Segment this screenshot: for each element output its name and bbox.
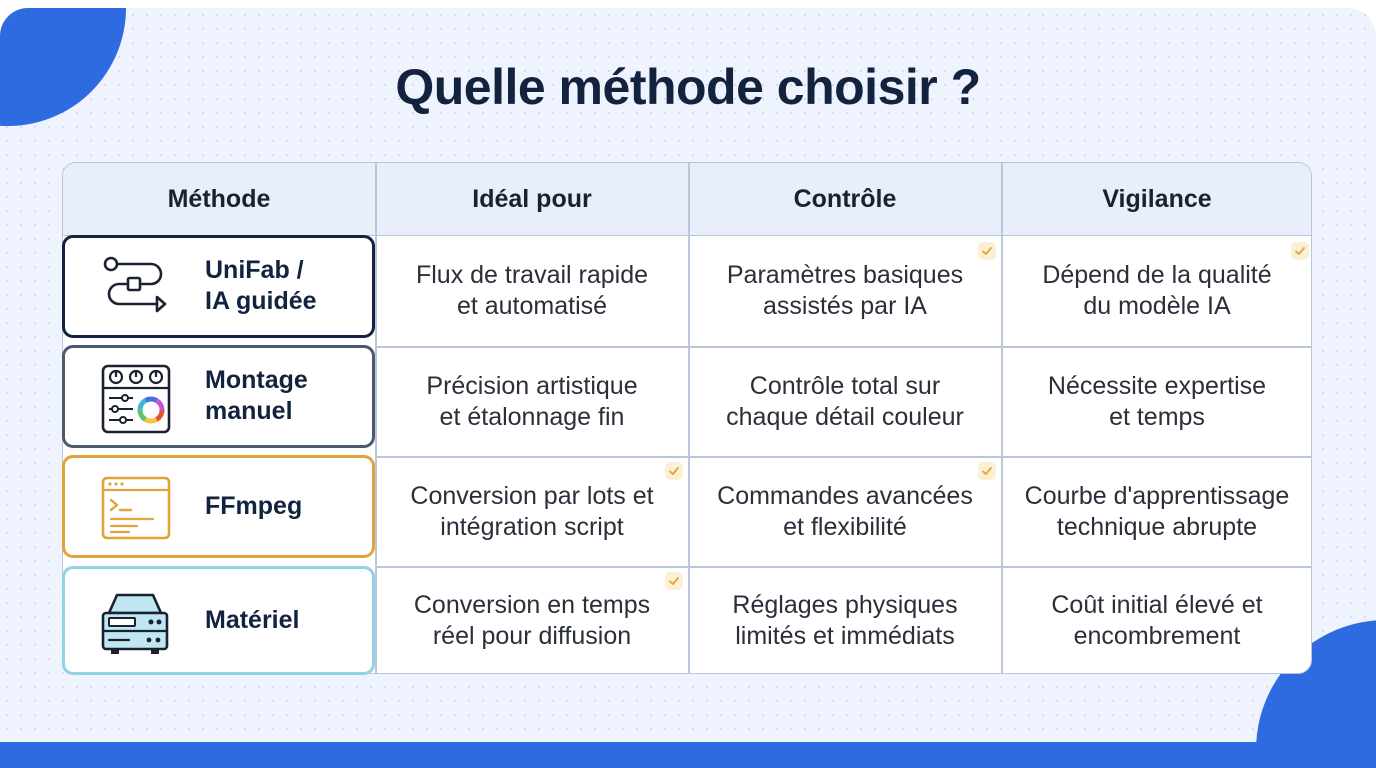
header-vigilance: Vigilance [1102,184,1212,213]
method-label: Montage manuel [205,366,308,425]
cell-controle-ffmpeg: Commandes avancées et flexibilité [717,481,973,541]
check-icon [1291,242,1309,260]
check-icon [665,572,683,590]
header-methode: Méthode [167,184,271,213]
method-card-materiel [62,566,375,675]
cell-controle-montage: Contrôle total sur chaque détail couleur [726,371,964,431]
terminal-icon [99,472,171,544]
cell-vigilance-unifab: Dépend de la qualité du modèle IA [1042,261,1272,320]
method-card-ffmpeg [62,455,375,558]
header-controle: Contrôle [793,184,897,213]
header-ideal-pour: Idéal pour [472,184,592,213]
method-card-montage-manuel [62,345,375,448]
check-icon [665,462,683,480]
method-label: Matériel [205,605,300,634]
cell-ideal-unifab: Flux de travail rapide et automatisé [415,261,649,320]
color-grading-console-icon [99,362,171,434]
cell-vigilance-ffmpeg: Courbe d'apprentissage technique abrupte [1024,481,1290,541]
cell-ideal-montage: Précision artistique et étalonnage fin [426,371,638,431]
hardware-device-icon [99,587,171,659]
cell-vigilance-materiel: Coût initial élevé et encombrement [1051,591,1263,650]
check-icon [978,462,996,480]
cell-vigilance-montage: Nécessite expertise et temps [1047,371,1267,431]
method-label: FFmpeg [205,491,303,520]
check-icon [978,242,996,260]
cell-controle-unifab: Paramètres basiques assistés par IA [726,261,964,320]
cell-controle-materiel: Réglages physiques limités et immédiats [732,591,958,650]
cell-ideal-ffmpeg: Conversion par lots et intégration script [410,481,654,541]
method-card-unifab [62,235,375,338]
cell-ideal-materiel: Conversion en temps réel pour diffusion [413,591,651,650]
workflow-icon [99,252,171,324]
bottom-accent-bar [0,742,1376,768]
page-title: Quelle méthode choisir ? [395,59,981,115]
method-label: UniFab / IA guidée [205,256,317,315]
